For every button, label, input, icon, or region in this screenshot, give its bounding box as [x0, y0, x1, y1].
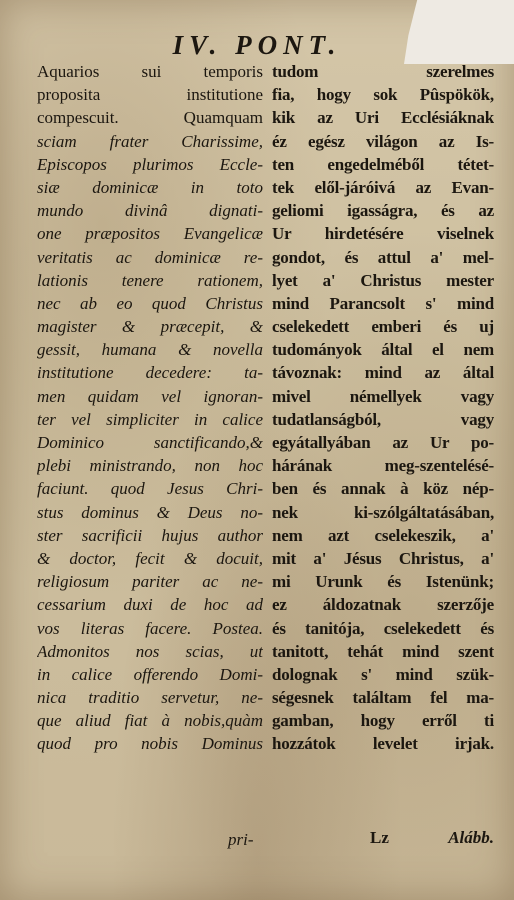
latin-line: Admonitos nos scias, ut: [37, 641, 263, 661]
hungarian-line: gamban, hogy erről ti: [272, 711, 494, 731]
latin-line: Dominico sanctificando,&: [37, 433, 263, 452]
hungarian-line: mit a' Jésus Christus, a': [272, 548, 494, 568]
latin-line: nec ab eo quod Christus: [37, 293, 263, 313]
hungarian-line: nem azt cselekeszik, a': [272, 525, 494, 545]
latin-line: proposita institutione: [37, 85, 263, 105]
latin-line: plebi ministrando, non hoc: [37, 456, 263, 476]
hungarian-line: lyet a' Christus mester: [272, 270, 494, 290]
hungarian-line: ten engedelméből tétet-: [272, 154, 494, 174]
latin-line: mundo divinâ dignati-: [37, 201, 263, 221]
hungarian-line: mind Parancsolt s' mind: [272, 293, 494, 313]
hungarian-line: éz egész világon az Is-: [272, 131, 494, 151]
hungarian-line: tanitott, tehát mind szent: [272, 641, 494, 661]
hungarian-line: hozzátok levelet irjak.: [272, 734, 494, 754]
hungarian-line: fia, hogy sok Pûspökök,: [272, 85, 494, 105]
signature-mark: Lz: [370, 828, 389, 847]
latin-line: institutione decedere: ta-: [37, 363, 263, 383]
latin-line: Aquarios sui temporis: [37, 62, 263, 81]
latin-line: siæ dominicæ in toto: [37, 177, 263, 197]
hungarian-line: távoznak: mind az által: [272, 363, 494, 383]
hungarian-line: kik az Uri Ecclésiáknak: [272, 108, 494, 128]
hungarian-column: [272, 60, 494, 756]
hungarian-line: gondot, és attul a' mel-: [272, 247, 494, 267]
latin-line: que aliud fiat à nobis,quàm: [37, 711, 263, 731]
page-header: IV. PONT.: [172, 30, 342, 60]
hungarian-line: mivel némellyek vagy: [272, 386, 494, 406]
hungarian-line: ez áldozatnak szerzője: [272, 595, 494, 615]
hungarian-line: Ur hirdetésére viselnek: [272, 224, 494, 244]
hungarian-line: tudom szerelmes: [272, 62, 494, 81]
hungarian-line: ben és annak à köz nép-: [272, 479, 494, 499]
hungarian-catchword: Alább.: [448, 828, 494, 847]
hungarian-line: ségesnek találtam fel ma-: [272, 688, 494, 708]
latin-line: ster sacrificii hujus author: [37, 525, 263, 545]
latin-line: veritatis ac dominicæ re-: [37, 247, 263, 267]
latin-line: sciam frater Charissime,: [37, 131, 263, 151]
latin-line: magister & præcepit, &: [37, 317, 263, 337]
latin-line: ter vel simpliciter in calice: [37, 409, 263, 429]
hungarian-line: tudatlanságból, vagy: [272, 409, 494, 429]
latin-catchword: pri-: [228, 830, 254, 849]
latin-line: cessarium duxi de hoc ad: [37, 595, 263, 615]
latin-line: one præpositos Evangelicæ: [37, 224, 263, 244]
hungarian-line: egyátallyában az Ur po-: [272, 433, 494, 452]
hungarian-line: és tanitója, cselekedett és: [272, 618, 494, 638]
latin-line: men quidam vel ignoran-: [37, 386, 263, 406]
hungarian-line: nek ki-szólgáltatásában,: [272, 502, 494, 522]
latin-line: compescuit. Quamquam: [37, 108, 263, 128]
latin-column: [37, 60, 263, 756]
hungarian-line: cselekedett emberi és uj: [272, 317, 494, 337]
latin-line: Episcopos plurimos Eccle-: [37, 154, 263, 174]
latin-line: in calice offerendo Domi-: [37, 664, 263, 684]
hungarian-line: mi Urunk és Istenünk;: [272, 572, 494, 592]
hungarian-line: tudományok által el nem: [272, 340, 494, 360]
hungarian-line: hárának meg-szentelésé-: [272, 456, 494, 476]
latin-line: quod pro nobis Dominus: [37, 734, 263, 754]
latin-line: gessit, humana & novella: [37, 340, 263, 360]
latin-line: vos literas facere. Postea.: [37, 618, 263, 638]
hungarian-line: tek elől-járóivá az Evan-: [272, 177, 494, 197]
hungarian-line: dolognak s' mind szük-: [272, 664, 494, 684]
latin-line: & doctor, fecit & docuit,: [37, 548, 263, 568]
latin-line: religiosum pariter ac ne-: [37, 572, 263, 592]
latin-line: stus dominus & Deus no-: [37, 502, 263, 522]
latin-line: nica traditio servetur, ne-: [37, 688, 263, 708]
latin-line: faciunt. quod Jesus Chri-: [37, 479, 263, 499]
latin-line: lationis tenere rationem,: [37, 270, 263, 290]
hungarian-line: geliomi igasságra, és az: [272, 201, 494, 221]
